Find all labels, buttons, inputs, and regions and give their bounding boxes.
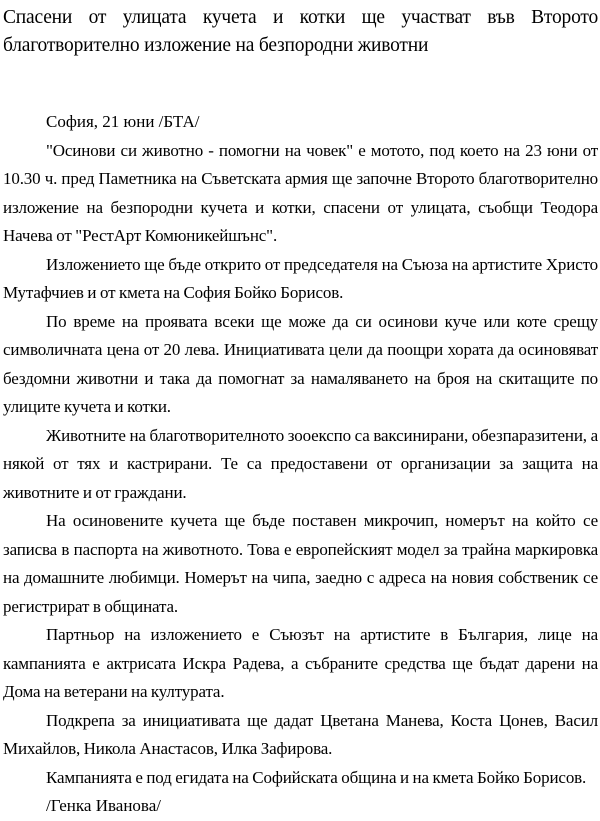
article-paragraph: Кампанията е под егидата на Софийската община и на кмета Бойко Борисов.	[46, 767, 587, 787]
article-paragraph: Подкрепа за инициативата ще дадат Цветана Манева, Коста Цонев, Васил Михайлов, Никола Анастасов, Илка Зафирова.	[3, 710, 598, 758]
article-signature: /Генка Иванова/	[46, 796, 161, 815]
article-dateline: София, 21 юни /БТА/	[46, 112, 200, 131]
article-paragraph: Животните на благотворителното зооекспо са ваксинирани, обезпаразитени, а някой от тях и кастрирани. Те са предоставени от организации за защита на животните и от граждани.	[3, 425, 598, 502]
article-body	[3, 108, 598, 821]
article-paragraph: По време на проявата всеки ще може да си осинови куче или коте срещу символичната цена от 20 лева. Инициативата цели да поощри хората да осиновяват бездомни животни и така да помогнат за намаляването на броя на скитащите по улиците кучета и котки.	[3, 311, 598, 416]
article-paragraph: "Осинови си животно - помогни на човек" е мотото, под което на 23 юни от 10.30 ч. пред Паметника на Съветската армия ще започне Второто благотворително изложение на безпородни кучета и котки, спасени от улицата, съобщи Теодора Начева от "РестАрт Комюникейшънс".	[3, 140, 598, 245]
article-paragraph: На осиновените кучета ще бъде поставен микрочип, номерът на който се записва в паспорта на животното. Това е европейският модел за трайна маркировка на домашните любимци. Номерът на чипа, заедно с адреса на новия собственик се регистрират в общината.	[3, 511, 598, 616]
article-paragraph: Партньор на изложението е Съюзът на артистите в България, лице на кампанията е актрисата Искра Радева, а събраните средства ще бъдат дарени на Дома на ветерани на културата.	[3, 625, 598, 701]
article-headline: Спасени от улицата кучета и котки ще участват във Второто благотворително изложение на безпородни животни	[3, 7, 598, 56]
article-paragraph: Изложението ще бъде открито от председателя на Съюза на артистите Христо Мутафчиев и от кмета на София Бойко Борисов.	[3, 254, 598, 302]
